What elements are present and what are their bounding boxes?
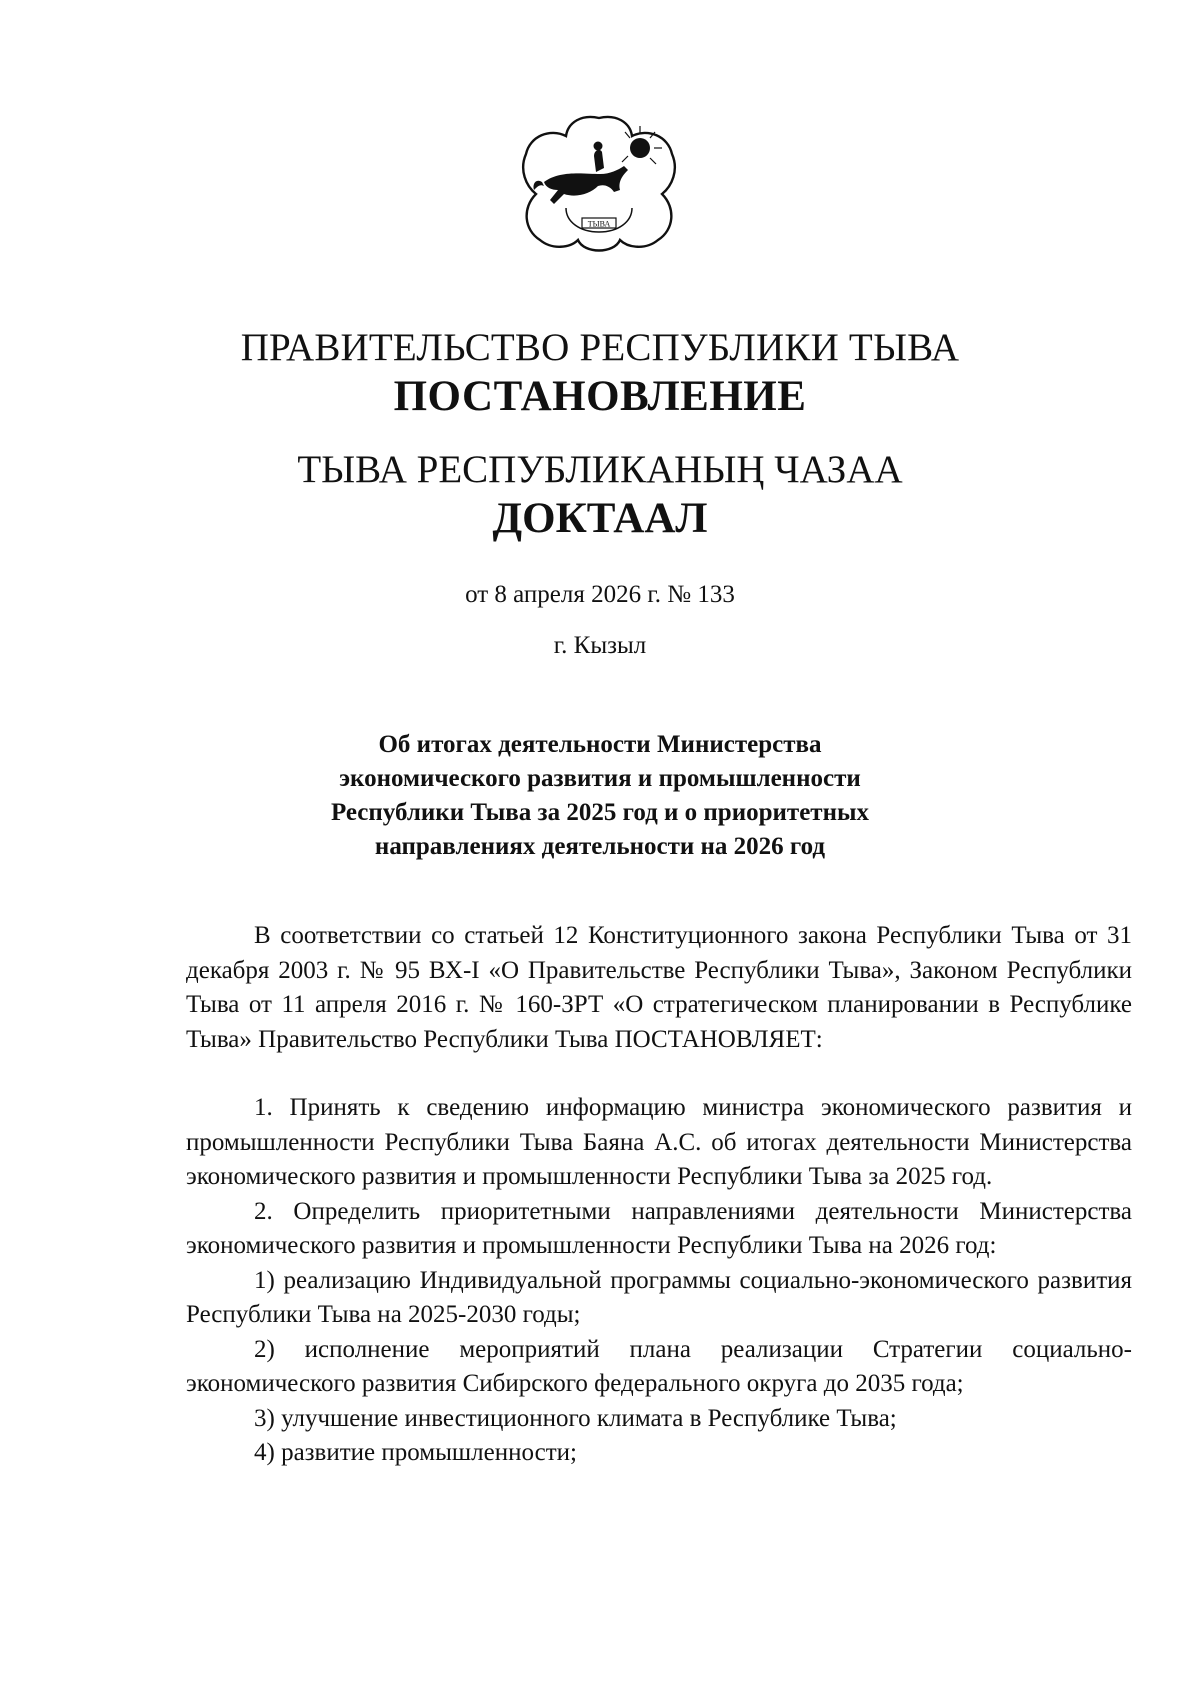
- svg-text:ТЫВА: ТЫВА: [587, 219, 611, 229]
- document-city: г. Кызыл: [553, 632, 647, 659]
- title-line: экономического развития и промышленности: [339, 765, 861, 792]
- government-name-tyv: ТЫВА РЕСПУБЛИКАНЫҢ ЧАЗАА: [297, 448, 903, 491]
- preamble-paragraph: В соответствии со статьей 12 Конституционного закона Республики Тыва от 31 декабря 2003 г. № 95 ВХ-I «О Правительстве Республики Тыва», Законом Республики Тыва от 11 апреля 2016 г. № 160-ЗРТ «О стратегическом планировании в Республике Тыва» Правительство Республики Тыва ПОСТАНОВЛЯЕТ:: [186, 922, 1132, 1053]
- tuva-coat-of-arms-icon: [514, 112, 684, 262]
- title-line: Республики Тыва за 2025 год и о приоритетных: [330, 799, 870, 826]
- document-type-tyv: ДОКТААЛ: [492, 495, 708, 542]
- title-line: Об итогах деятельности Министерства: [378, 731, 822, 758]
- document-date-number: от 8 апреля 2026 г. № 133: [465, 581, 735, 608]
- document-body: [186, 919, 1132, 1471]
- document-type-ru: ПОСТАНОВЛЕНИЕ: [393, 373, 807, 420]
- clause-2-item-2: 2) исполнение мероприятий плана реализации Стратегии социально-экономического развития Сибирского федерального округа до 2035 года;: [186, 1335, 1132, 1397]
- title-line: направлениях деятельности на 2026 год: [374, 833, 826, 860]
- clause-2: 2. Определить приоритетными направлениями деятельности Министерства экономического развития и промышленности Республики Тыва на 2026 год:: [186, 1197, 1132, 1259]
- clause-1: 1. Принять к сведению информацию министра экономического развития и промышленности Республики Тыва Баяна А.С. об итогах деятельности Министерства экономического развития и промышленности Республики Тыва за 2025 год.: [186, 1094, 1132, 1190]
- document-title: [320, 728, 880, 864]
- government-name-ru: ПРАВИТЕЛЬСТВО РЕСПУБЛИКИ ТЫВА: [240, 326, 960, 369]
- clause-2-item-4: 4) развитие промышленности;: [254, 1439, 577, 1466]
- clause-2-item-3: 3) улучшение инвестиционного климата в Республике Тыва;: [254, 1404, 897, 1432]
- clause-2-item-1: 1) реализацию Индивидуальной программы социально-экономического развития Республики Тыва на 2025-2030 годы;: [186, 1266, 1132, 1328]
